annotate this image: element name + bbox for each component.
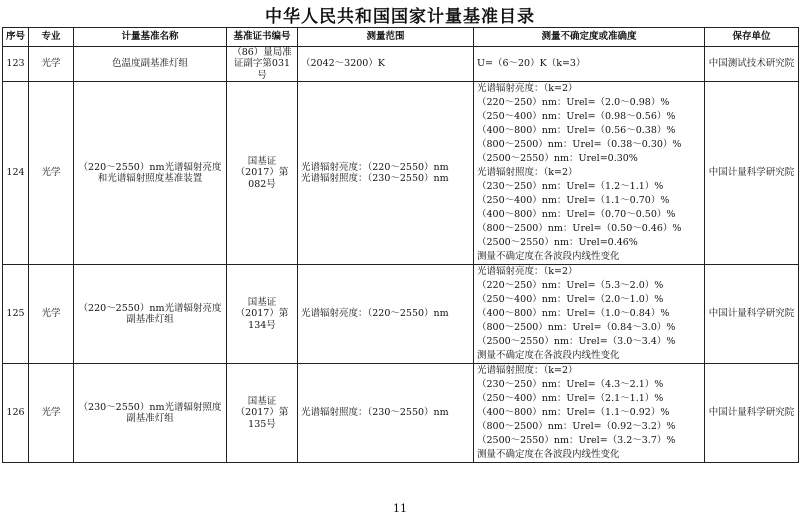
row-certificate: 国基证（2017）第135号 [227, 364, 298, 463]
uncertainty-line: （800～2500）nm：Urel=（0.50～0.46）% [477, 223, 682, 235]
row-number: 125 [3, 265, 29, 364]
row-institution: 中国测试技术研究院 [705, 47, 799, 82]
uncertainty-line: （220～250）nm：Urel=（5.3～2.0）% [477, 280, 664, 292]
row-standard-name: （230～2550）nm光谱辐射照度副基准灯组 [74, 364, 227, 463]
row-standard-name: 色温度副基准灯组 [74, 47, 227, 82]
uncertainty-line: （2500～2550）nm：Urel=（3.2～3.7）% [477, 435, 676, 447]
uncertainty-line: 光谱辐射照度：（k=2） [477, 167, 578, 179]
uncertainty-line: （2500～2550）nm：Urel=0.46% [477, 237, 638, 249]
uncertainty-line: （2500～2550）nm：Urel=（3.0～3.4）% [477, 336, 676, 348]
header-field: 专业 [29, 28, 74, 47]
row-range: 光谱辐射亮度：（220～2550）nm 光谱辐射照度：（230～2550）nm [298, 82, 474, 265]
uncertainty-line: （250～400）nm：Urel=（2.1～1.1）% [477, 393, 664, 405]
row-standard-name: （220～2550）nm光谱辐射亮度和光谱辐射照度基准装置 [74, 82, 227, 265]
table-row [3, 265, 799, 364]
uncertainty-line: 测量不确定度在各波段内线性变化 [477, 251, 620, 263]
table-row [3, 47, 799, 82]
uncertainty-line: （2500～2550）nm：Urel=0.30% [477, 153, 638, 165]
row-institution: 中国计量科学研究院 [705, 265, 799, 364]
uncertainty-line: （220～250）nm：Urel=（2.0～0.98）% [477, 97, 670, 109]
header-uncertainty: 测量不确定度或准确度 [474, 28, 705, 47]
row-range: （2042～3200）K [298, 47, 474, 82]
row-field: 光学 [29, 265, 74, 364]
table-header-row [3, 28, 799, 47]
row-certificate: 国基证（2017）第082号 [227, 82, 298, 265]
uncertainty-line: 光谱辐射亮度：（k=2） [477, 266, 578, 278]
row-field: 光学 [29, 47, 74, 82]
row-field: 光学 [29, 364, 74, 463]
row-uncertainty [474, 265, 705, 364]
header-certificate: 基准证书编号 [227, 28, 298, 47]
row-number: 124 [3, 82, 29, 265]
uncertainty-line: 测量不确定度在各波段内线性变化 [477, 449, 620, 461]
table-row [3, 82, 799, 265]
uncertainty-line: （400～800）nm：Urel=（0.56～0.38）% [477, 125, 676, 137]
uncertainty-line: （400～800）nm：Urel=（0.70～0.50）% [477, 209, 676, 221]
uncertainty-line: （800～2500）nm：Urel=（0.84～3.0）% [477, 322, 676, 334]
uncertainty-line: （400～800）nm：Urel=（1.0～0.84）% [477, 308, 670, 320]
uncertainty-line: （250～400）nm：Urel=（2.0～1.0）% [477, 294, 664, 306]
row-range: 光谱辐射亮度：（220～2550）nm [298, 265, 474, 364]
uncertainty-line: （800～2500）nm：Urel=（0.38～0.30）% [477, 139, 682, 151]
uncertainty-line: U=（6～20）K（k=3） [477, 58, 586, 70]
uncertainty-line: （400～800）nm：Urel=（1.1～0.92）% [477, 407, 670, 419]
row-certificate: （86）量局准证副字第031号 [227, 47, 298, 82]
uncertainty-line: 测量不确定度在各波段内线性变化 [477, 350, 620, 362]
standards-table [2, 27, 799, 463]
row-certificate: 国基证（2017）第134号 [227, 265, 298, 364]
uncertainty-line: 光谱辐射照度：（k=2） [477, 365, 578, 377]
row-institution: 中国计量科学研究院 [705, 364, 799, 463]
page-number: 11 [393, 502, 407, 515]
header-institution: 保存单位 [705, 28, 799, 47]
row-number: 123 [3, 47, 29, 82]
row-range: 光谱辐射照度：（230～2550）nm [298, 364, 474, 463]
header-range: 测量范围 [298, 28, 474, 47]
row-uncertainty [474, 47, 705, 82]
row-field: 光学 [29, 82, 74, 265]
row-institution: 中国计量科学研究院 [705, 82, 799, 265]
row-number: 126 [3, 364, 29, 463]
uncertainty-line: （800～2500）nm：Urel=（0.92～3.2）% [477, 421, 676, 433]
row-uncertainty [474, 364, 705, 463]
page-title: 中华人民共和国国家计量基准目录 [265, 7, 535, 27]
uncertainty-line: （250～400）nm：Urel=（1.1～0.70）% [477, 195, 670, 207]
header-standard-name: 计量基准名称 [74, 28, 227, 47]
table-row [3, 364, 799, 463]
row-standard-name: （220～2550）nm光谱辐射亮度副基准灯组 [74, 265, 227, 364]
uncertainty-line: （230～250）nm：Urel=（4.3～2.1）% [477, 379, 664, 391]
row-uncertainty [474, 82, 705, 265]
uncertainty-line: 光谱辐射亮度：（k=2） [477, 83, 578, 95]
uncertainty-line: （250～400）nm：Urel=（0.98～0.56）% [477, 111, 676, 123]
uncertainty-line: （230～250）nm：Urel=（1.2～1.1）% [477, 181, 664, 193]
header-no: 序号 [3, 28, 29, 47]
